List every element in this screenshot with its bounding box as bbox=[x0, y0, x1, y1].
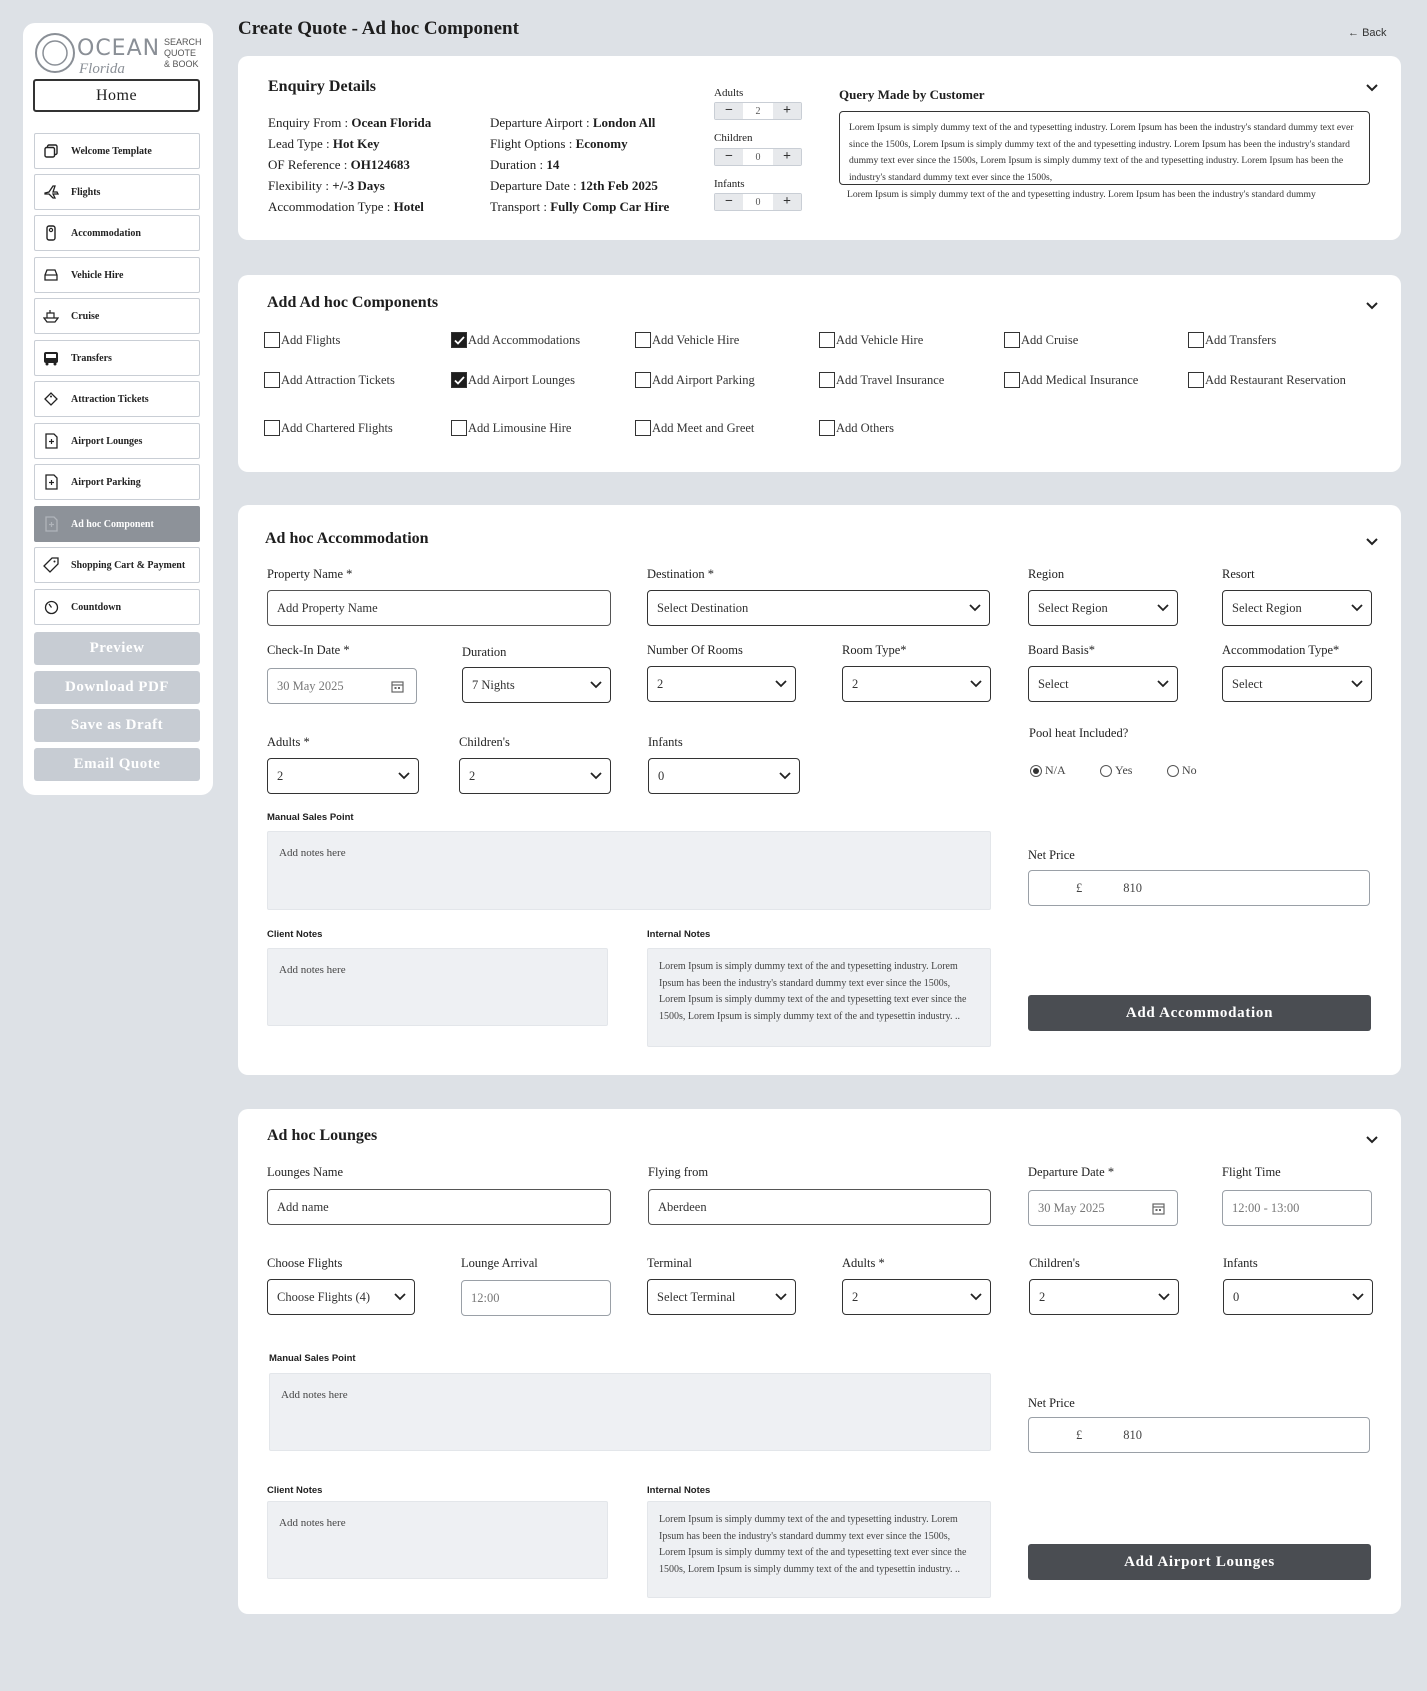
children-count[interactable]: 0 bbox=[743, 149, 773, 165]
chevron-down-icon[interactable] bbox=[1365, 81, 1379, 95]
internal-notes-label: Internal Notes bbox=[647, 929, 711, 940]
chevron-down-icon bbox=[394, 1293, 406, 1301]
region-select[interactable]: Select Region bbox=[1028, 590, 1178, 626]
transport: Transport : Fully Comp Car Hire bbox=[490, 199, 670, 214]
chevron-down-icon bbox=[970, 1293, 982, 1301]
chevron-down-icon bbox=[1157, 680, 1169, 688]
of-reference: OF Reference : OH124683 bbox=[268, 157, 410, 172]
component-label: Add Others bbox=[836, 420, 894, 435]
room-type-select[interactable]: 2 bbox=[842, 666, 991, 702]
page-title: Create Quote - Ad hoc Component bbox=[238, 18, 519, 39]
duration: Duration : 14 bbox=[490, 157, 560, 172]
property-name-input[interactable]: Add Property Name bbox=[267, 590, 611, 626]
lounge-infants-select[interactable]: 0 bbox=[1223, 1279, 1373, 1315]
key-icon bbox=[43, 225, 59, 241]
checkbox-checked-icon[interactable] bbox=[451, 332, 467, 348]
component-checkbox[interactable] bbox=[635, 372, 755, 388]
checkbox-icon[interactable] bbox=[1004, 332, 1020, 348]
component-label: Add Restaurant Reservation bbox=[1205, 372, 1346, 387]
sidebar-item-vehicle-hire[interactable]: Vehicle Hire bbox=[34, 257, 200, 293]
components-card bbox=[238, 275, 1401, 472]
checkbox-icon[interactable] bbox=[1188, 372, 1204, 388]
sidebar-item-accommodation[interactable]: Accommodation bbox=[34, 215, 200, 251]
component-label: Add Transfers bbox=[1205, 332, 1277, 347]
checkin-date-input[interactable]: 30 May 2025 bbox=[267, 668, 417, 704]
chevron-down-icon bbox=[779, 772, 791, 780]
lounges-name-label: Lounges Name bbox=[267, 1165, 344, 1179]
sidebar-item-ad-hoc-component[interactable]: Ad hoc Component bbox=[34, 506, 200, 542]
sidebar-item-airport-lounges[interactable]: Airport Lounges bbox=[34, 423, 200, 459]
chevron-down-icon bbox=[1352, 1293, 1364, 1301]
component-label: Add Travel Insurance bbox=[836, 372, 945, 387]
component-checkbox[interactable] bbox=[451, 372, 575, 388]
dep-date-input[interactable]: 30 May 2025 bbox=[1028, 1190, 1178, 1226]
flying-from-input[interactable]: Aberdeen bbox=[648, 1189, 991, 1225]
component-checkbox[interactable] bbox=[635, 332, 739, 348]
component-checkbox[interactable] bbox=[819, 372, 944, 388]
lounge-client-notes-label: Client Notes bbox=[267, 1485, 323, 1496]
minus-icon[interactable]: − bbox=[715, 103, 743, 119]
minus-icon[interactable]: − bbox=[715, 194, 743, 210]
checkbox-icon[interactable] bbox=[635, 420, 651, 436]
component-label: Add Cruise bbox=[1021, 332, 1079, 347]
lounge-arrival-input[interactable]: 12:00 bbox=[461, 1280, 611, 1316]
query-title: Query Made by Customer bbox=[839, 87, 985, 102]
component-checkbox[interactable] bbox=[264, 372, 395, 388]
lounge-arrival-label: Lounge Arrival bbox=[461, 1256, 538, 1270]
component-checkbox[interactable] bbox=[264, 420, 393, 436]
save-draft-button[interactable]: Save as Draft bbox=[34, 709, 200, 742]
radio-icon bbox=[1167, 765, 1179, 777]
ship-icon bbox=[43, 308, 59, 324]
component-label: Add Airport Lounges bbox=[468, 372, 575, 387]
board-basis-label: Board Basis* bbox=[1028, 643, 1096, 657]
brand-tagline: SEARCH QUOTE & BOOK bbox=[164, 37, 202, 69]
chevron-down-icon bbox=[1351, 680, 1363, 688]
lounge-manual-textarea[interactable]: Add notes here bbox=[269, 1373, 991, 1451]
timer-icon bbox=[43, 599, 59, 615]
query-overflow-text: Lorem Ipsum is simply dummy text of the and typesetting industry. Lorem Ipsum has been the industry's standard dummy bbox=[847, 189, 1316, 200]
client-notes-label: Client Notes bbox=[267, 929, 323, 940]
enquiry-from: Enquiry From : Ocean Florida bbox=[268, 115, 432, 130]
component-label: Add Chartered Flights bbox=[281, 420, 393, 435]
back-link[interactable]: ← Back bbox=[1348, 27, 1387, 39]
net-price-label: Net Price bbox=[1028, 848, 1075, 862]
chevron-down-icon[interactable] bbox=[1365, 1133, 1379, 1147]
lounge-children-label: Children's bbox=[1029, 1256, 1080, 1270]
resort-select[interactable]: Select Region bbox=[1222, 590, 1372, 626]
enquiry-col2 bbox=[490, 112, 669, 217]
plane-icon bbox=[43, 184, 59, 200]
destination-select[interactable]: Select Destination bbox=[647, 590, 990, 626]
sidebar-item-flights[interactable]: Flights bbox=[34, 174, 200, 210]
lounge-net-price-label: Net Price bbox=[1028, 1396, 1075, 1410]
net-price-input[interactable]: £ 810 bbox=[1028, 870, 1370, 906]
children-label: Children's bbox=[459, 735, 510, 749]
component-checkbox[interactable] bbox=[1004, 372, 1138, 388]
lounge-manual-label: Manual Sales Point bbox=[269, 1353, 356, 1364]
checkbox-icon[interactable] bbox=[1004, 372, 1020, 388]
adults-label: Adults bbox=[714, 87, 744, 99]
enquiry-title: Enquiry Details bbox=[268, 78, 377, 95]
document-plus-icon bbox=[43, 516, 59, 532]
enquiry-details-card bbox=[238, 56, 1401, 240]
component-checkbox[interactable] bbox=[264, 332, 340, 348]
add-airport-lounges-button[interactable]: Add Airport Lounges bbox=[1028, 1544, 1371, 1580]
component-label: Add Flights bbox=[281, 332, 341, 347]
client-notes-textarea[interactable]: Add notes here bbox=[267, 948, 608, 1026]
logo-circle-icon bbox=[33, 31, 77, 75]
component-checkbox[interactable] bbox=[819, 332, 923, 348]
component-label: Add Airport Parking bbox=[652, 372, 755, 387]
lead-type: Lead Type : Hot Key bbox=[268, 136, 380, 151]
component-checkbox[interactable] bbox=[451, 332, 580, 348]
download-pdf-button[interactable]: Download PDF bbox=[34, 671, 200, 704]
chevron-down-icon bbox=[970, 680, 982, 688]
checkbox-icon[interactable] bbox=[819, 372, 835, 388]
checkbox-icon[interactable] bbox=[1188, 332, 1204, 348]
children-label: Children bbox=[714, 132, 753, 144]
flight-time-input[interactable]: 12:00 - 13:00 bbox=[1222, 1190, 1372, 1226]
accommodation-card bbox=[238, 505, 1401, 1075]
chevron-down-icon bbox=[398, 772, 410, 780]
infants-label: Infants bbox=[714, 178, 745, 190]
pool-radio-yes[interactable]: Yes bbox=[1100, 763, 1132, 778]
lounges-title: Ad hoc Lounges bbox=[267, 1127, 378, 1144]
calendar-icon bbox=[391, 680, 404, 693]
checkbox-checked-icon[interactable] bbox=[451, 372, 467, 388]
component-checkbox[interactable] bbox=[635, 420, 754, 436]
plus-icon[interactable]: + bbox=[773, 103, 801, 119]
lounge-infants-label: Infants bbox=[1223, 1256, 1258, 1270]
lounge-client-notes-textarea[interactable]: Add notes here bbox=[267, 1501, 608, 1579]
chevron-down-icon bbox=[1158, 1293, 1170, 1301]
lounge-net-price-input[interactable]: £ 810 bbox=[1028, 1417, 1370, 1453]
infants-stepper bbox=[714, 193, 802, 211]
room-type-label: Room Type* bbox=[842, 643, 907, 657]
sidebar-item-cruise[interactable]: Cruise bbox=[34, 298, 200, 334]
lounge-internal-notes-textarea[interactable]: Lorem Ipsum is simply dummy text of the and typesetting industry. Lorem Ipsum has been the industry's standard dummy text ever since the 1500s, Lorem Ipsum is simply dummy text of the and typesetting text ever since the 1500s, Lorem Ipsum is simply dummy text of the and typesettin industry. .. bbox=[647, 1501, 991, 1598]
sidebar-item-countdown[interactable]: Countdown bbox=[34, 589, 200, 625]
component-label: Add Meet and Greet bbox=[652, 420, 755, 435]
chevron-down-icon bbox=[1157, 604, 1169, 612]
resort-label: Resort bbox=[1222, 567, 1255, 581]
departure-airport: Departure Airport : London All bbox=[490, 115, 656, 130]
brand-sub: Florida bbox=[79, 61, 125, 77]
adults-label: Adults * bbox=[267, 735, 310, 749]
chevron-down-icon bbox=[969, 604, 981, 612]
ticket-icon bbox=[43, 391, 59, 407]
template-icon bbox=[43, 143, 59, 159]
lounge-adults-select[interactable]: 2 bbox=[842, 1279, 991, 1315]
components-title: Add Ad hoc Components bbox=[267, 294, 439, 311]
infants-count[interactable]: 0 bbox=[743, 194, 773, 210]
lounge-children-select[interactable]: 2 bbox=[1029, 1279, 1179, 1315]
pool-heat-label: Pool heat Included? bbox=[1029, 726, 1129, 740]
email-quote-button[interactable]: Email Quote bbox=[34, 748, 200, 781]
choose-flights-label: Choose Flights bbox=[267, 1256, 343, 1270]
manual-sales-textarea[interactable]: Add notes here bbox=[267, 831, 991, 910]
chevron-down-icon[interactable] bbox=[1365, 299, 1379, 313]
sidebar-item-shopping-cart[interactable]: Shopping Cart & Payment bbox=[34, 547, 200, 583]
adults-select[interactable]: 2 bbox=[267, 758, 419, 794]
pool-radio-no[interactable]: No bbox=[1167, 763, 1197, 778]
checkbox-icon[interactable] bbox=[635, 332, 651, 348]
checkbox-icon[interactable] bbox=[819, 332, 835, 348]
chevron-down-icon bbox=[1351, 604, 1363, 612]
flight-time-label: Flight Time bbox=[1222, 1165, 1281, 1179]
pool-radio-na[interactable]: N/A bbox=[1030, 763, 1066, 778]
infants-select[interactable]: 0 bbox=[648, 758, 800, 794]
board-basis-select[interactable]: Select bbox=[1028, 666, 1178, 702]
component-label: Add Vehicle Hire bbox=[836, 332, 924, 347]
children-select[interactable]: 2 bbox=[459, 758, 611, 794]
rooms-select[interactable]: 2 bbox=[647, 666, 796, 702]
component-checkbox[interactable] bbox=[819, 420, 894, 436]
chevron-down-icon[interactable] bbox=[1365, 535, 1379, 549]
preview-button[interactable]: Preview bbox=[34, 632, 200, 665]
flexibility: Flexibility : +/-3 Days bbox=[268, 178, 385, 193]
duration-select[interactable]: 7 Nights bbox=[462, 667, 611, 703]
lounges-name-input[interactable]: Add name bbox=[267, 1189, 611, 1225]
component-label: Add Attraction Tickets bbox=[281, 372, 395, 387]
minus-icon[interactable]: − bbox=[715, 149, 743, 165]
chevron-down-icon bbox=[590, 681, 602, 689]
choose-flights-select[interactable]: Choose Flights (4) bbox=[267, 1279, 415, 1315]
departure-date: Departure Date : 12th Feb 2025 bbox=[490, 178, 658, 193]
lounge-adults-label: Adults * bbox=[842, 1256, 885, 1270]
sidebar-item-transfers[interactable]: Transfers bbox=[34, 340, 200, 376]
component-checkbox[interactable] bbox=[451, 420, 571, 436]
duration-label: Duration bbox=[462, 645, 507, 659]
component-checkbox[interactable] bbox=[1188, 372, 1346, 388]
calendar-icon bbox=[1152, 1202, 1165, 1215]
sidebar-item-welcome-template[interactable]: Welcome Template bbox=[34, 133, 200, 169]
children-stepper bbox=[714, 148, 802, 166]
flight-options: Flight Options : Economy bbox=[490, 136, 628, 151]
checkbox-icon[interactable] bbox=[819, 420, 835, 436]
document-plus-icon bbox=[43, 433, 59, 449]
component-checkbox[interactable] bbox=[1188, 332, 1276, 348]
infants-label: Infants bbox=[648, 735, 683, 749]
terminal-label: Terminal bbox=[647, 1256, 692, 1270]
enquiry-col1 bbox=[268, 112, 431, 217]
checkbox-icon[interactable] bbox=[635, 372, 651, 388]
component-label: Add Accommodations bbox=[468, 332, 581, 347]
accommodation-type: Accommodation Type : Hotel bbox=[268, 199, 424, 214]
destination-label: Destination * bbox=[647, 567, 715, 581]
checkbox-icon[interactable] bbox=[451, 420, 467, 436]
manual-sales-label: Manual Sales Point bbox=[267, 812, 354, 823]
checkbox-icon[interactable] bbox=[264, 372, 280, 388]
bus-icon bbox=[43, 350, 59, 366]
component-label: Add Limousine Hire bbox=[468, 420, 572, 435]
plus-icon[interactable]: + bbox=[773, 194, 801, 210]
adults-stepper bbox=[714, 102, 802, 120]
lounge-internal-notes-label: Internal Notes bbox=[647, 1485, 711, 1496]
brand-name: OCEAN bbox=[77, 36, 161, 61]
chevron-down-icon bbox=[775, 680, 787, 688]
accommodation-title: Ad hoc Accommodation bbox=[265, 530, 429, 547]
checkbox-icon[interactable] bbox=[264, 420, 280, 436]
chevron-down-icon bbox=[590, 772, 602, 780]
tag-icon bbox=[43, 557, 59, 573]
internal-notes-textarea[interactable]: Lorem Ipsum is simply dummy text of the and typesetting industry. Lorem Ipsum has been the industry's standard dummy text ever since the 1500s, Lorem Ipsum is simply dummy text of the and typesetting text ever since the 1500s, Lorem Ipsum is simply dummy text of the and typesettin industry. .. bbox=[647, 948, 991, 1047]
plus-icon[interactable]: + bbox=[773, 149, 801, 165]
checkbox-icon[interactable] bbox=[264, 332, 280, 348]
radio-selected-icon bbox=[1030, 765, 1042, 777]
adults-count[interactable]: 2 bbox=[743, 103, 773, 119]
brand-logo[interactable] bbox=[33, 31, 203, 83]
sidebar bbox=[23, 23, 213, 795]
component-label: Add Medical Insurance bbox=[1021, 372, 1139, 387]
car-icon bbox=[43, 267, 59, 283]
checkin-label: Check-In Date * bbox=[267, 643, 350, 657]
property-name-label: Property Name * bbox=[267, 567, 353, 581]
arrow-left-icon: ← bbox=[1348, 27, 1359, 39]
radio-icon bbox=[1100, 765, 1112, 777]
acc-type-label: Accommodation Type* bbox=[1222, 643, 1340, 657]
component-checkbox[interactable] bbox=[1004, 332, 1078, 348]
add-accommodation-button[interactable]: Add Accommodation bbox=[1028, 995, 1371, 1031]
terminal-select[interactable]: Select Terminal bbox=[647, 1279, 796, 1315]
lounges-card bbox=[238, 1109, 1401, 1614]
region-label: Region bbox=[1028, 567, 1065, 581]
chevron-down-icon bbox=[775, 1293, 787, 1301]
flying-from-label: Flying from bbox=[648, 1165, 709, 1179]
dep-date-label: Departure Date * bbox=[1028, 1165, 1115, 1179]
home-button[interactable]: Home bbox=[33, 79, 200, 112]
query-textarea[interactable]: Lorem Ipsum is simply dummy text of the and typesetting industry. Lorem Ipsum has been the industry's standard dummy text ever since the 1500s, Lorem Ipsum is simply dummy text of the and typesetting industry. Lorem Ipsum has been the industry's standard dummy text ever since the 1500s, Lorem Ipsum is simply dummy text of the and typesetting industry. Lorem Ipsum has been the industry's standard dummy text ever since the 1500s, bbox=[839, 111, 1370, 185]
acc-type-select[interactable]: Select bbox=[1222, 666, 1372, 702]
component-label: Add Vehicle Hire bbox=[652, 332, 740, 347]
rooms-label: Number Of Rooms bbox=[647, 643, 743, 657]
sidebar-item-airport-parking[interactable]: Airport Parking bbox=[34, 464, 200, 500]
document-plus-icon bbox=[43, 474, 59, 490]
sidebar-item-attraction-tickets[interactable]: Attraction Tickets bbox=[34, 381, 200, 417]
